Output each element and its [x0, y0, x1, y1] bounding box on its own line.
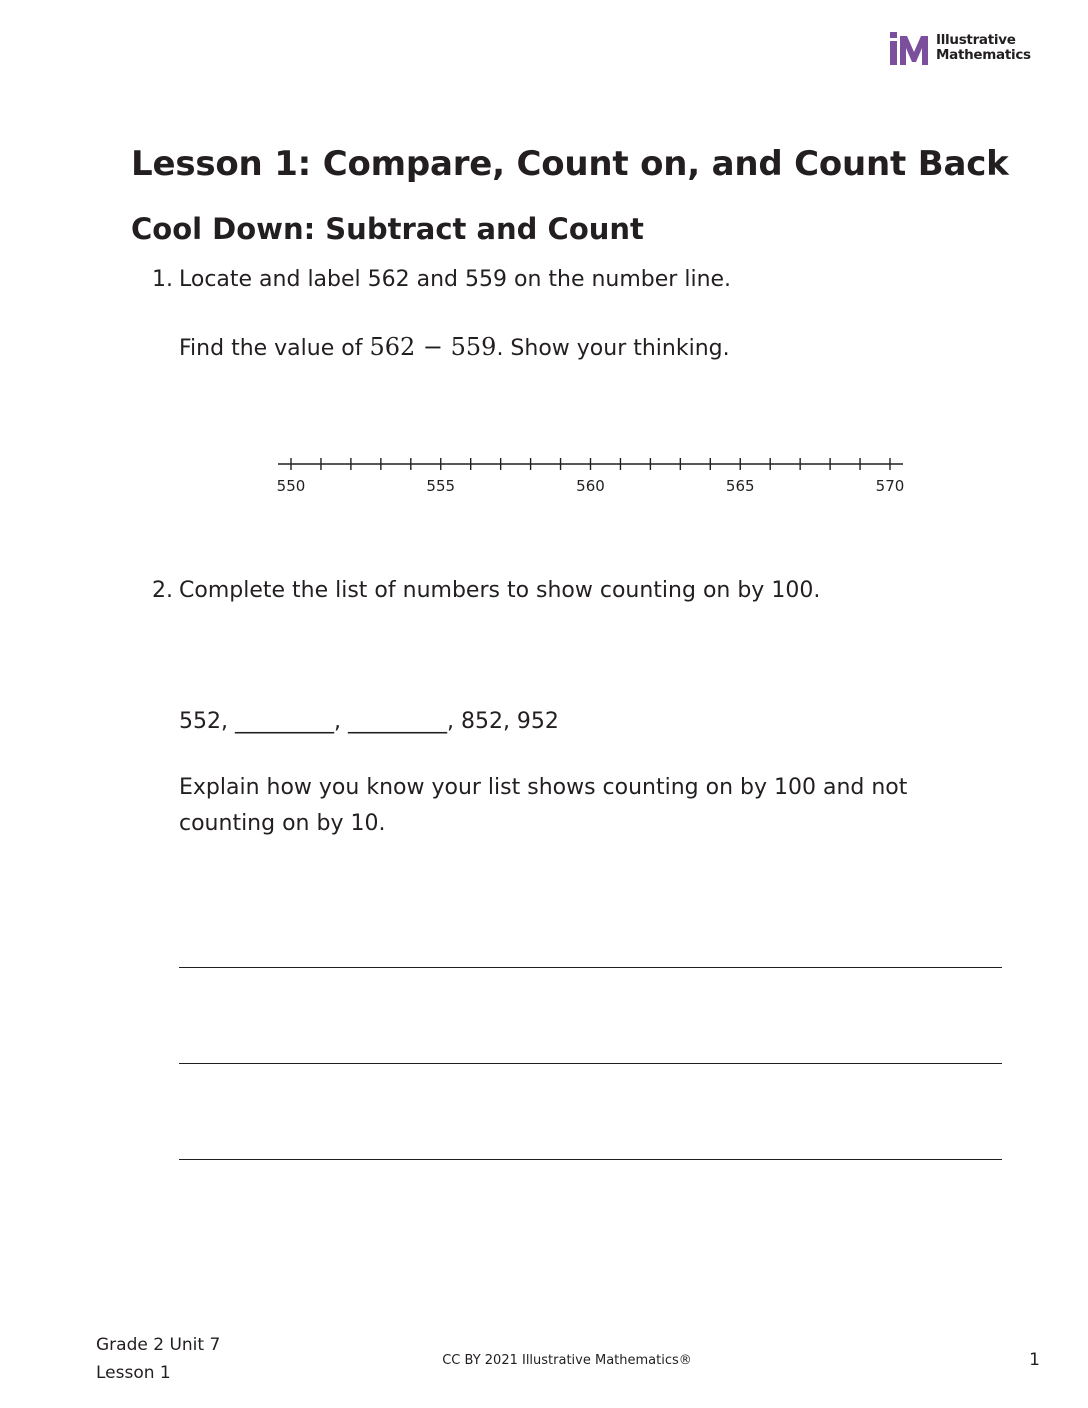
answer-line-2 — [179, 1063, 1002, 1064]
number-line-label: 550 — [276, 477, 306, 495]
im-logo-mark — [889, 32, 929, 66]
answer-line-1 — [179, 967, 1002, 968]
answer-line-3 — [179, 1159, 1002, 1160]
number-line-label: 555 — [426, 477, 456, 495]
question-1-prompt — [179, 333, 730, 361]
lesson-title: Lesson 1: Compare, Count on, and Count Back — [131, 144, 1009, 184]
footer-copyright: CC BY 2021 Illustrative Mathematics® — [442, 1353, 692, 1368]
logo-line-2: Mathematics — [936, 47, 1031, 63]
page-number: 1 — [1029, 1350, 1040, 1370]
logo-text — [936, 33, 1031, 63]
explain-prompt-line-2: counting on by 10. — [179, 811, 386, 836]
question-2-text: Complete the list of numbers to show counting on by 100. — [179, 578, 821, 603]
prompt-before: Find the value of — [179, 336, 370, 361]
number-list: 552, _________, _________, 852, 952 — [179, 709, 559, 734]
section-title: Cool Down: Subtract and Count — [131, 212, 644, 246]
logo-line-1: Illustrative — [936, 32, 1016, 48]
footer-lesson: Lesson 1 — [96, 1363, 171, 1383]
subtraction-expression: 562 − 559 — [369, 333, 497, 361]
number-line-label: 560 — [576, 477, 605, 495]
explain-prompt-line-1: Explain how you know your list shows counting on by 100 and not — [179, 775, 908, 800]
footer-grade-unit: Grade 2 Unit 7 — [96, 1335, 221, 1355]
number-line-label: 565 — [725, 477, 755, 495]
number-line — [270, 448, 920, 498]
number-line-label: 570 — [875, 477, 905, 495]
question-1-text: Locate and label 562 and 559 on the number line. — [179, 267, 732, 292]
question-1-number: 1. — [152, 267, 173, 292]
prompt-after: . Show your thinking. — [496, 336, 730, 361]
illustrative-mathematics-logo — [889, 32, 1039, 66]
question-2-number: 2. — [152, 578, 173, 603]
